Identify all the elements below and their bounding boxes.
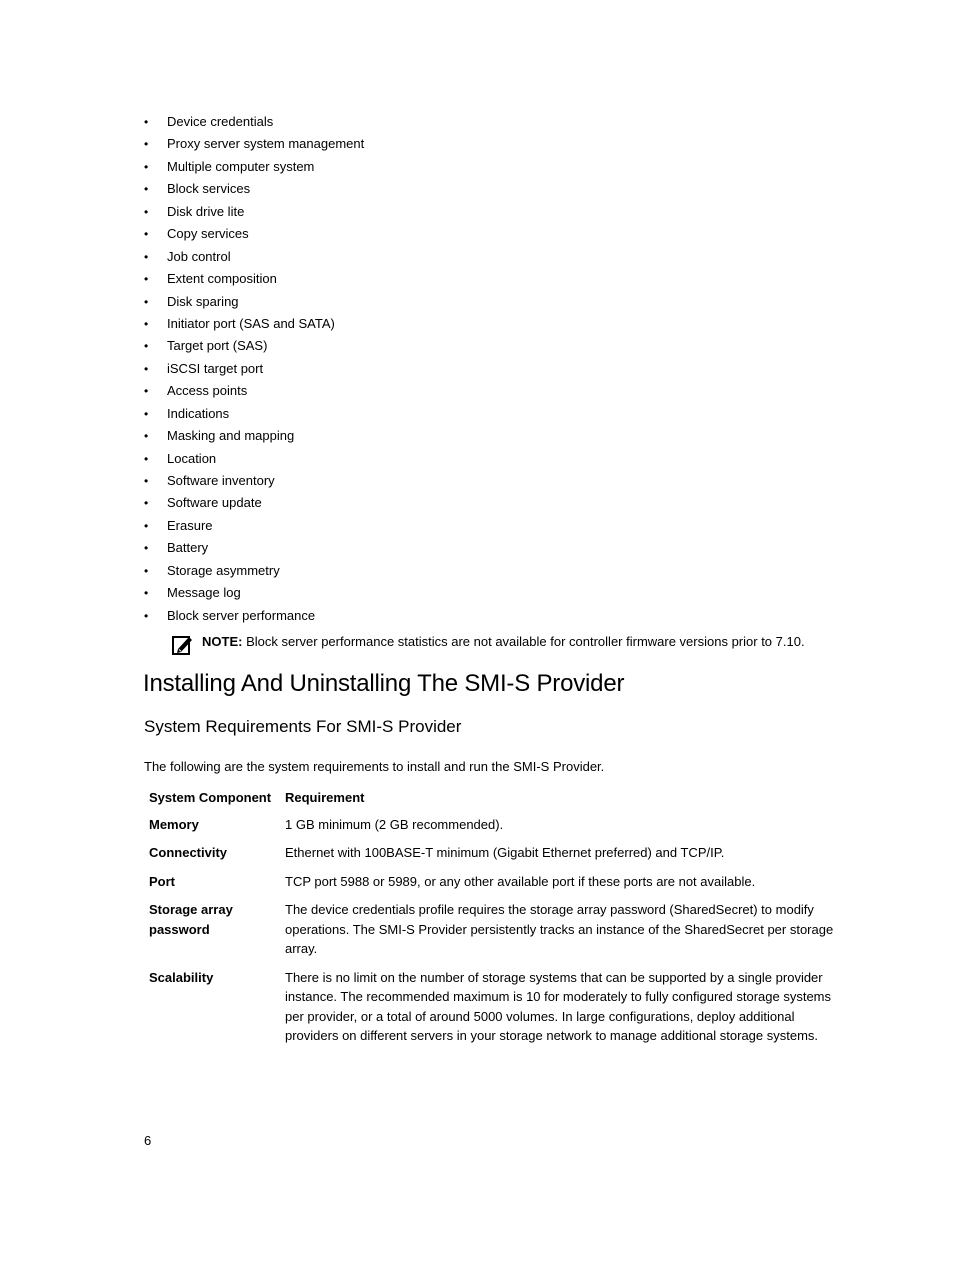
list-item: • Target port (SAS): [144, 335, 364, 357]
component-cell: Memory: [149, 816, 199, 832]
list-item: • Masking and mapping: [144, 425, 364, 447]
list-item: • Software update: [144, 492, 364, 514]
bullet-symbol: •: [144, 563, 149, 578]
list-item: • Copy services: [144, 223, 364, 245]
note-callout: [172, 632, 805, 656]
bullet-symbol: •: [144, 227, 149, 242]
table-row: [144, 900, 834, 968]
bullet-symbol: •: [144, 204, 149, 219]
list-item: • Extent composition: [144, 268, 364, 290]
bullet-symbol: •: [144, 429, 149, 444]
bullet-symbol: •: [144, 294, 149, 309]
bullet-symbol: •: [144, 159, 149, 174]
bullet-symbol: •: [144, 361, 149, 376]
column-header-requirement: Requirement: [285, 790, 365, 805]
requirement-cell: The device credentials profile requires the storage array password (SharedSecret) to modify operations. The SMI-S Provider persistently tracks an instance of the SharedSecret per storage array.: [285, 902, 834, 956]
note-text: [202, 632, 805, 652]
subsection-heading: System Requirements For SMI-S Provider: [144, 717, 462, 736]
requirement-cell: There is no limit on the number of storage systems that can be supported by a single provider instance. The recommended maximum is 10 for moderately to fully configured storage systems per provider, or a total of around 5000 volumes. In large configurations, deploy additional providers on different servers in your storage network to manage additional storage systems.: [285, 969, 831, 1043]
column-header-component: System Component: [149, 790, 272, 805]
table-row: [144, 872, 834, 901]
bullet-symbol: •: [144, 137, 149, 152]
note-label: NOTE:: [202, 634, 243, 649]
bullet-symbol: •: [144, 384, 149, 399]
bullet-symbol: •: [144, 182, 149, 197]
list-item: • Indications: [144, 403, 364, 425]
note-body: Block server performance statistics are not available for controller firmware versions prior to 7.10.: [242, 634, 805, 649]
list-item: • Device credentials: [144, 111, 364, 133]
list-item: • Storage asymmetry: [144, 560, 364, 582]
list-item: • Disk drive lite: [144, 201, 364, 223]
bullet-symbol: •: [144, 451, 149, 466]
list-item: • Block services: [144, 178, 364, 200]
pencil-note-icon: [172, 634, 194, 656]
list-item: • Block server performance: [144, 605, 364, 627]
bullet-symbol: •: [144, 541, 149, 556]
list-item: • Initiator port (SAS and SATA): [144, 313, 364, 335]
component-cell: Storage array password: [149, 902, 233, 937]
bullet-symbol: •: [144, 406, 149, 421]
component-cell: Scalability: [149, 969, 214, 985]
component-cell: Connectivity: [149, 845, 228, 860]
list-item: • Access points: [144, 380, 364, 402]
table-row: [144, 843, 834, 872]
list-item: • Location: [144, 448, 364, 470]
bullet-symbol: •: [144, 316, 149, 331]
bullet-symbol: •: [144, 518, 149, 533]
table-header-row: [144, 788, 834, 815]
list-item: • Job control: [144, 246, 364, 268]
bullet-symbol: •: [144, 339, 149, 354]
requirements-table: [144, 788, 834, 1055]
component-cell: Port: [149, 873, 175, 889]
bullet-symbol: •: [144, 474, 149, 488]
bullet-symbol: •: [144, 608, 149, 623]
list-item: • Multiple computer system: [144, 156, 364, 178]
list-item: • Battery: [144, 537, 364, 559]
bullet-symbol: •: [144, 115, 149, 129]
table-row: [144, 815, 834, 844]
intro-paragraph: The following are the system requirements to install and run the SMI-S Provider.: [144, 759, 605, 774]
list-item: • Erasure: [144, 515, 364, 537]
requirement-cell: 1 GB minimum (2 GB recommended).: [285, 816, 504, 832]
bullet-symbol: •: [144, 496, 149, 511]
list-item: • Disk sparing: [144, 291, 364, 313]
list-item: • Software inventory: [144, 470, 364, 492]
section-heading: Installing And Uninstalling The SMI-S Provider: [143, 670, 625, 697]
bullet-symbol: •: [144, 586, 149, 601]
table-row: [144, 968, 834, 1055]
feature-list: [144, 111, 364, 627]
bullet-symbol: •: [144, 249, 149, 264]
requirement-cell: Ethernet with 100BASE-T minimum (Gigabit Ethernet preferred) and TCP/IP.: [285, 845, 725, 860]
list-item: • iSCSI target port: [144, 358, 364, 380]
requirement-cell: TCP port 5988 or 5989, or any other available port if these ports are not available.: [285, 873, 756, 889]
bullet-symbol: •: [144, 272, 149, 287]
list-item: • Proxy server system management: [144, 133, 364, 155]
list-item: • Message log: [144, 582, 364, 604]
page-number: 6: [144, 1133, 152, 1148]
